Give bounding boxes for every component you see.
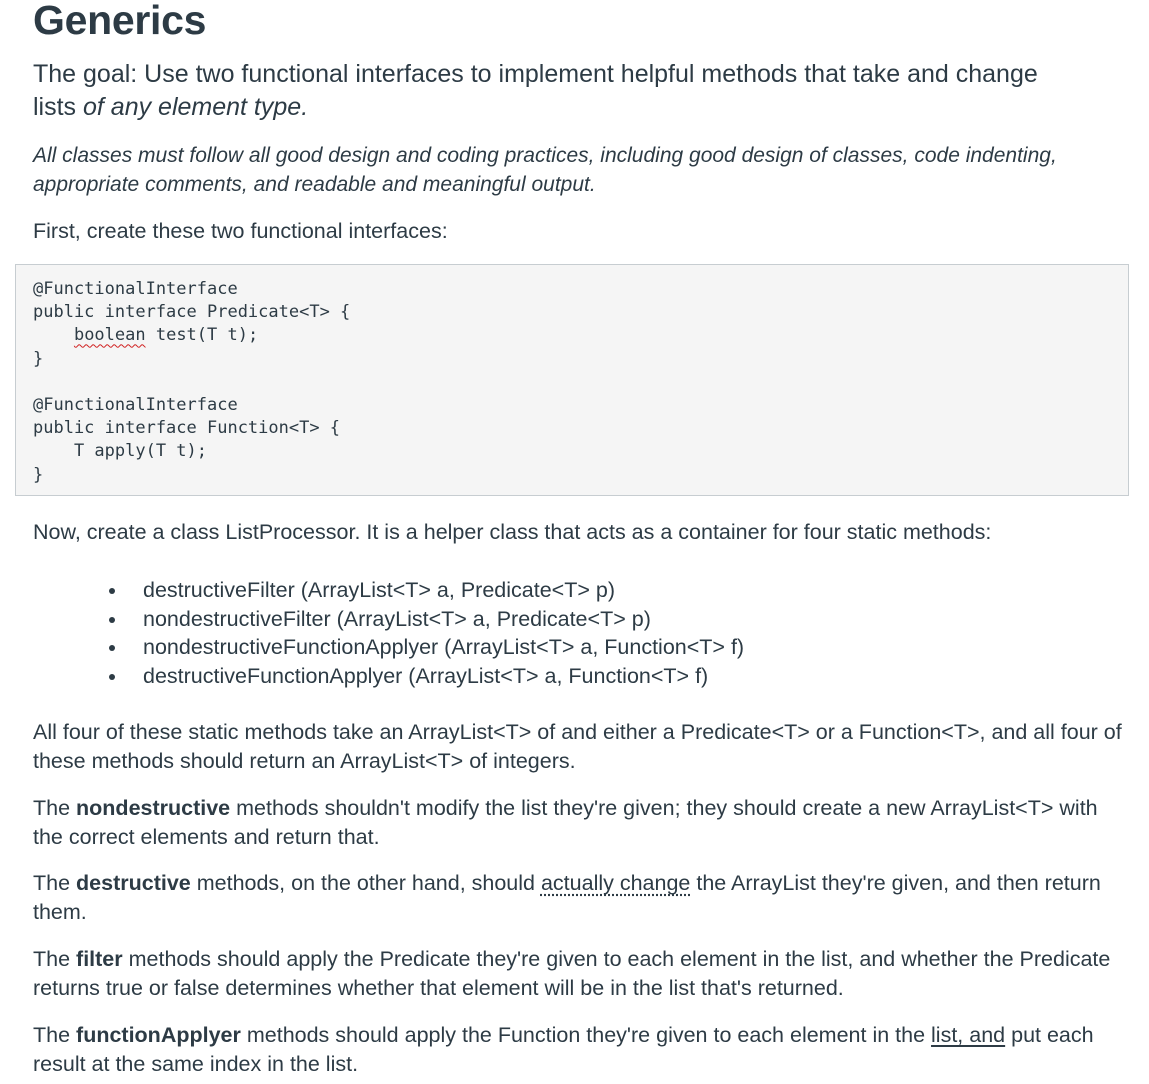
code-line-test-method: test(T t); (145, 325, 259, 346)
function-applyer-term: functionApplyer (76, 1023, 241, 1047)
destructive-term: destructive (76, 871, 191, 895)
text: The (33, 871, 77, 895)
spellcheck-word-boolean: boolean (73, 325, 146, 346)
code-line-annotation-1: @FunctionalInterface (33, 279, 238, 299)
goal-text: The goal: Use two functional interfaces to implement helpful methods that take and change lists (33, 60, 1038, 121)
code-line-close-2: } (33, 464, 44, 485)
list-item: nondestructiveFilter (ArrayList<T> a, Predicate<T> p) (109, 605, 744, 634)
text: put each result at the same index in the list. (33, 1023, 1094, 1076)
goal-emphasis: of any element type. (83, 93, 309, 121)
practices-paragraph: All classes must follow all good design and coding practices, including good design of classes, code indenting, appropriate comments, and readable and meaningful output. (33, 144, 1057, 196)
list-item: destructiveFunctionApplyer (ArrayList<T> a, Function<T> f) (109, 662, 744, 691)
code-line-apply-method: T apply(T t); (33, 441, 207, 462)
page-title: Generics (33, 0, 207, 43)
actually-change-emphasis: actually change (540, 871, 691, 895)
applyer-paragraph (33, 1021, 1123, 1079)
all-four-paragraph: All four of these static methods take an ArrayList<T> of and either a Predicate<T> or a Function<T>, and all four of these methods should return an ArrayList<T> of integers. (33, 720, 1122, 773)
text: The (33, 947, 77, 971)
code-line-predicate-decl: public interface Predicate<T> { (33, 302, 351, 323)
list-item: destructiveFilter (ArrayList<T> a, Predicate<T> p) (109, 576, 744, 605)
text: the ArrayList they're given, and then return them. (33, 871, 1101, 924)
text: The (33, 796, 77, 820)
interfaces-intro: First, create these two functional interfaces: (33, 219, 448, 243)
code-line-annotation-2: @FunctionalInterface (33, 395, 238, 416)
list-and-link[interactable]: list, and (931, 1023, 1006, 1047)
code-indent (33, 325, 74, 345)
methods-list (109, 576, 744, 691)
text: methods should apply the Function they're given to each element in the (240, 1023, 932, 1047)
code-block (15, 264, 1129, 496)
text: methods, on the other hand, should (190, 871, 541, 895)
text: The (33, 1023, 77, 1047)
text: methods shouldn't modify the list they're given; they should create a new ArrayList<T> with the correct elements and return that. (33, 796, 1098, 849)
listprocessor-intro: Now, create a class ListProcessor. It is a helper class that acts as a container for four static methods: (33, 520, 992, 544)
list-item: nondestructiveFunctionApplyer (ArrayList<T> a, Function<T> f) (109, 633, 744, 662)
filter-term: filter (76, 947, 123, 971)
code-line-function-decl: public interface Function<T> { (33, 418, 341, 439)
filter-paragraph (33, 945, 1123, 1003)
goal-paragraph (33, 58, 1083, 124)
nondestructive-paragraph (33, 794, 1123, 852)
code-line-close-1: } (33, 348, 44, 369)
text: methods should apply the Predicate they're given to each element in the list, and whether the Predicate returns true or false determines whether that element will be in the list that's returned. (33, 947, 1111, 1000)
nondestructive-term: nondestructive (76, 796, 231, 820)
destructive-paragraph (33, 869, 1123, 927)
